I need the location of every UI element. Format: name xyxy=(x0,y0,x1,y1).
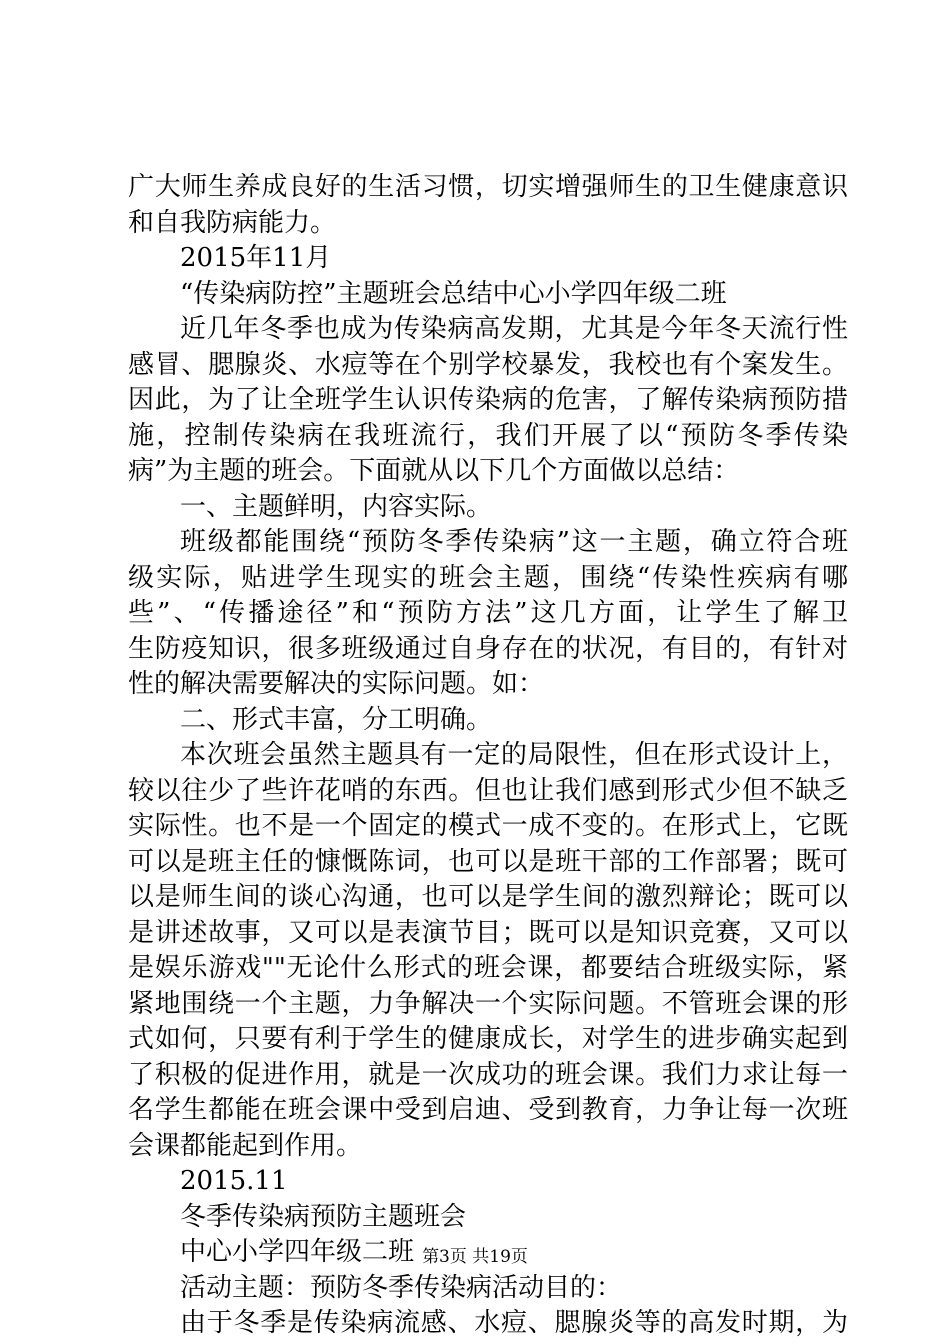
body-line: 广大师生养成良好的生活习惯，切实增强师生的卫生健康意识 xyxy=(128,172,848,202)
body-line: 级实际，贴进学生现实的班会主题，围绕“传染性疾病有哪 xyxy=(128,562,848,593)
body-line: 是讲述故事，又可以是表演节目；既可以是知识竞赛，又可以 xyxy=(128,917,848,948)
body-line: 式如何，只要有利于学生的健康成长，对学生的进步确实起到 xyxy=(128,1024,848,1054)
body-line: 本次班会虽然主题具有一定的局限性，但在形式设计上， xyxy=(180,740,848,770)
date-line: 2015.11 xyxy=(180,1166,288,1196)
body-line: 些”、“传播途径”和“预防方法”这几方面，让学生了解卫 xyxy=(128,598,848,628)
section-title: “传染病防控”主题班会总结中心小学四年级二班 xyxy=(180,278,727,309)
body-line: 施，控制传染病在我班流行，我们开展了以“预防冬季传染 xyxy=(128,420,848,451)
body-line: 会课都能起到作用。 xyxy=(128,1130,363,1161)
body-line: 因此，为了让全班学生认识传染病的危害，了解传染病预防措 xyxy=(128,385,848,415)
body-line: 生防疫知识，很多班级通过自身存在的状况，有目的，有针对 xyxy=(128,633,848,664)
section-heading: 一、主题鲜明，内容实际。 xyxy=(180,491,493,522)
section-title: 冬季传染病预防主题班会 xyxy=(180,1201,467,1232)
body-line: 近几年冬季也成为传染病高发期，尤其是今年冬天流行性 xyxy=(180,314,848,344)
activity-theme-line: 活动主题：预防冬季传染病活动目的： xyxy=(180,1272,623,1303)
body-line: 由于冬季是传染病流感、水痘、腮腺炎等的高发时期，为 xyxy=(180,1308,848,1338)
date-line: 2015年11月 xyxy=(180,243,332,273)
body-line: 了积极的促进作用，就是一次成功的班会课。我们力求让每一 xyxy=(128,1059,848,1090)
body-line: 和自我防病能力。 xyxy=(128,207,337,238)
body-line: 是娱乐游戏""无论什么形式的班会课，都要结合班级实际，紧 xyxy=(128,953,848,983)
body-line: 性的解决需要解决的实际问题。如： xyxy=(128,669,545,699)
body-line: 紧地围绕一个主题，力争解决一个实际问题。不管班会课的形 xyxy=(128,988,848,1019)
class-name-line: 中心小学四年级二班 xyxy=(180,1237,415,1267)
page-number-footer: 第3页 共19页 xyxy=(422,1247,528,1267)
body-line: 可以是班主任的慷慨陈词，也可以是班干部的工作部署；既可 xyxy=(128,846,848,877)
body-line: 感冒、腮腺炎、水痘等在个别学校暴发，我校也有个案发生。 xyxy=(128,349,848,380)
body-line: 实际性。也不是一个固定的模式一成不变的。在形式上，它既 xyxy=(128,811,848,841)
body-line: 病”为主题的班会。下面就从以下几个方面做以总结： xyxy=(128,456,740,486)
body-line: 较以往少了些许花哨的东西。但也让我们感到形式少但不缺乏 xyxy=(128,775,848,806)
document-body xyxy=(128,170,848,1342)
body-line: 班级都能围绕“预防冬季传染病”这一主题，确立符合班 xyxy=(180,527,848,557)
body-line: 名学生都能在班会课中受到启迪、受到教育，力争让每一次班 xyxy=(128,1095,848,1125)
body-line: 以是师生间的谈心沟通，也可以是学生间的激烈辩论；既可以 xyxy=(128,882,848,912)
section-heading: 二、形式丰富，分工明确。 xyxy=(180,704,493,735)
